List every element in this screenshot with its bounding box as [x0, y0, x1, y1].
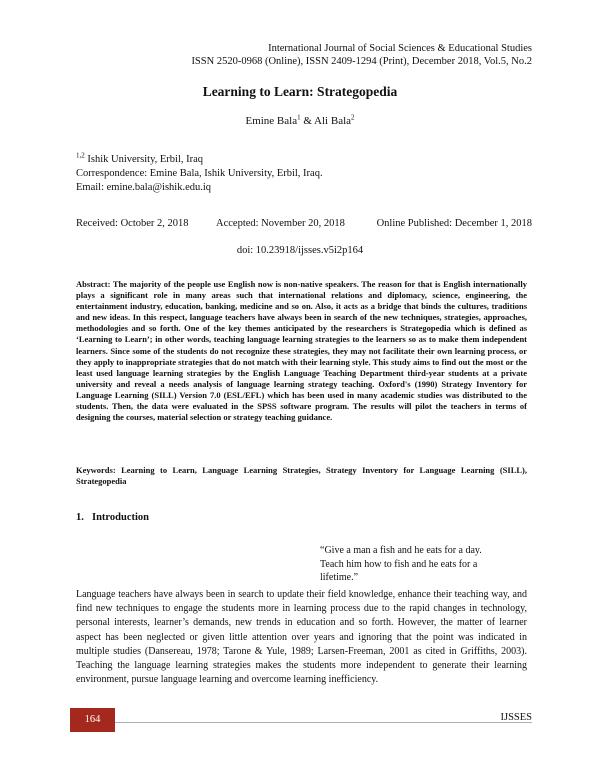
author-superscript: 2 — [351, 113, 355, 122]
published-date: Online Published: December 1, 2018 — [376, 218, 532, 229]
author-name: Ali Bala — [314, 115, 352, 127]
affiliation-superscript: 1,2 — [76, 151, 85, 160]
footer-rule — [70, 722, 532, 723]
paper-title: Learning to Learn: Strategopedia — [202, 84, 398, 99]
intro-paragraph: Language teachers have always been in search to update their field knowledge, enhance their teaching way, and find new techniques to engage the students more in learning process due to the rapid changes in technology, personal interests, learner’s demands, new trends in education and so forth. However, the matter of learner aspect has been neglected or given little attention over years and ignoring that the point was indicated in multiple studies (Dansereau, 1978; Tarone & Yule, 1989; Larsen-Freeman, 2001 as cited in Griffiths, 2003). Teaching the language learning strategies makes the students more independent to generate their learning environment, pursue language learning and overcome learning inefficiency. — [76, 589, 527, 686]
author-superscript: 1 — [297, 113, 301, 122]
section-heading — [76, 512, 149, 523]
accepted-date: Accepted: November 20, 2018 — [216, 218, 345, 229]
affiliation-text: Ishik University, Erbil, Iraq — [84, 154, 204, 165]
author-name: Emine Bala — [245, 115, 298, 127]
received-date: Received: October 2, 2018 — [76, 218, 189, 229]
page-number-box: 164 — [70, 708, 115, 732]
email-line: Email: emine.bala@ishik.edu.iq — [76, 182, 212, 193]
footer-journal-label: IJSSES — [500, 712, 532, 723]
author-line — [0, 115, 600, 127]
section-number: 1. — [76, 512, 84, 523]
issn-line: ISSN 2520-0968 (Online), ISSN 2409-1294 (Print), December 2018, Vol.5, No.2 — [191, 56, 532, 67]
epigraph-line: Teach him how to fish and he eats for a — [320, 558, 478, 570]
epigraph-line: lifetime.” — [320, 572, 359, 583]
abstract: Abstract: The majority of the people use English now is non-native speakers. The reason for that is English internationally plays a significant role in many areas such that international relations and diplomacy, science, engineering, the entertainment industry, education, banking, medicine and so on. Also, it acts as a bridge that binds the cultures, traditions and new ideas. In this respect, language teachers have always been in search of the new techniques, strategies, approaches, methodologies and so forth. One of the key themes anticipated by the researchers is Strategopedia which is defined as ‘Learning to Learn’; in other words, teaching language learning strategies to the learners so as to make them independent learners. Since some of the students do not recognize these strategies, they may not facilitate their own learning process, or they apply to inappropriate strategies that do not match with their learning style. This study aims to find out the most or the least used language learning strategies by the English Language Teaching Department third-year students at a private university and reveal a needs analysis of language learning strategy teaching. Oxford's (1990) Strategy Inventory for Language Learning (SILL) Version 7.0 (ESL/EFL) which has been used in many academic studies was distributed to the students. Then, the data were evaluated in the SPSS software program. The results will pilot the teachers in terms of designing the courses, material selection or strategy teaching guidance. — [76, 279, 527, 423]
epigraph-quote — [320, 544, 530, 585]
journal-name: International Journal of Social Sciences & Educational Studies — [268, 43, 532, 54]
section-title: Introduction — [92, 512, 149, 523]
affiliation — [76, 153, 203, 166]
keywords: Keywords: Learning to Learn, Language Learning Strategies, Strategy Inventory for Language Learning (SILL), Strategopedia — [76, 465, 527, 487]
epigraph-line: “Give a man a fish and he eats for a day. — [320, 545, 482, 556]
author-joiner: & — [300, 115, 315, 127]
correspondence: Correspondence: Emine Bala, Ishik University, Erbil, Iraq. — [76, 168, 323, 179]
doi: doi: 10.23918/ijsses.v5i2p164 — [236, 245, 364, 256]
